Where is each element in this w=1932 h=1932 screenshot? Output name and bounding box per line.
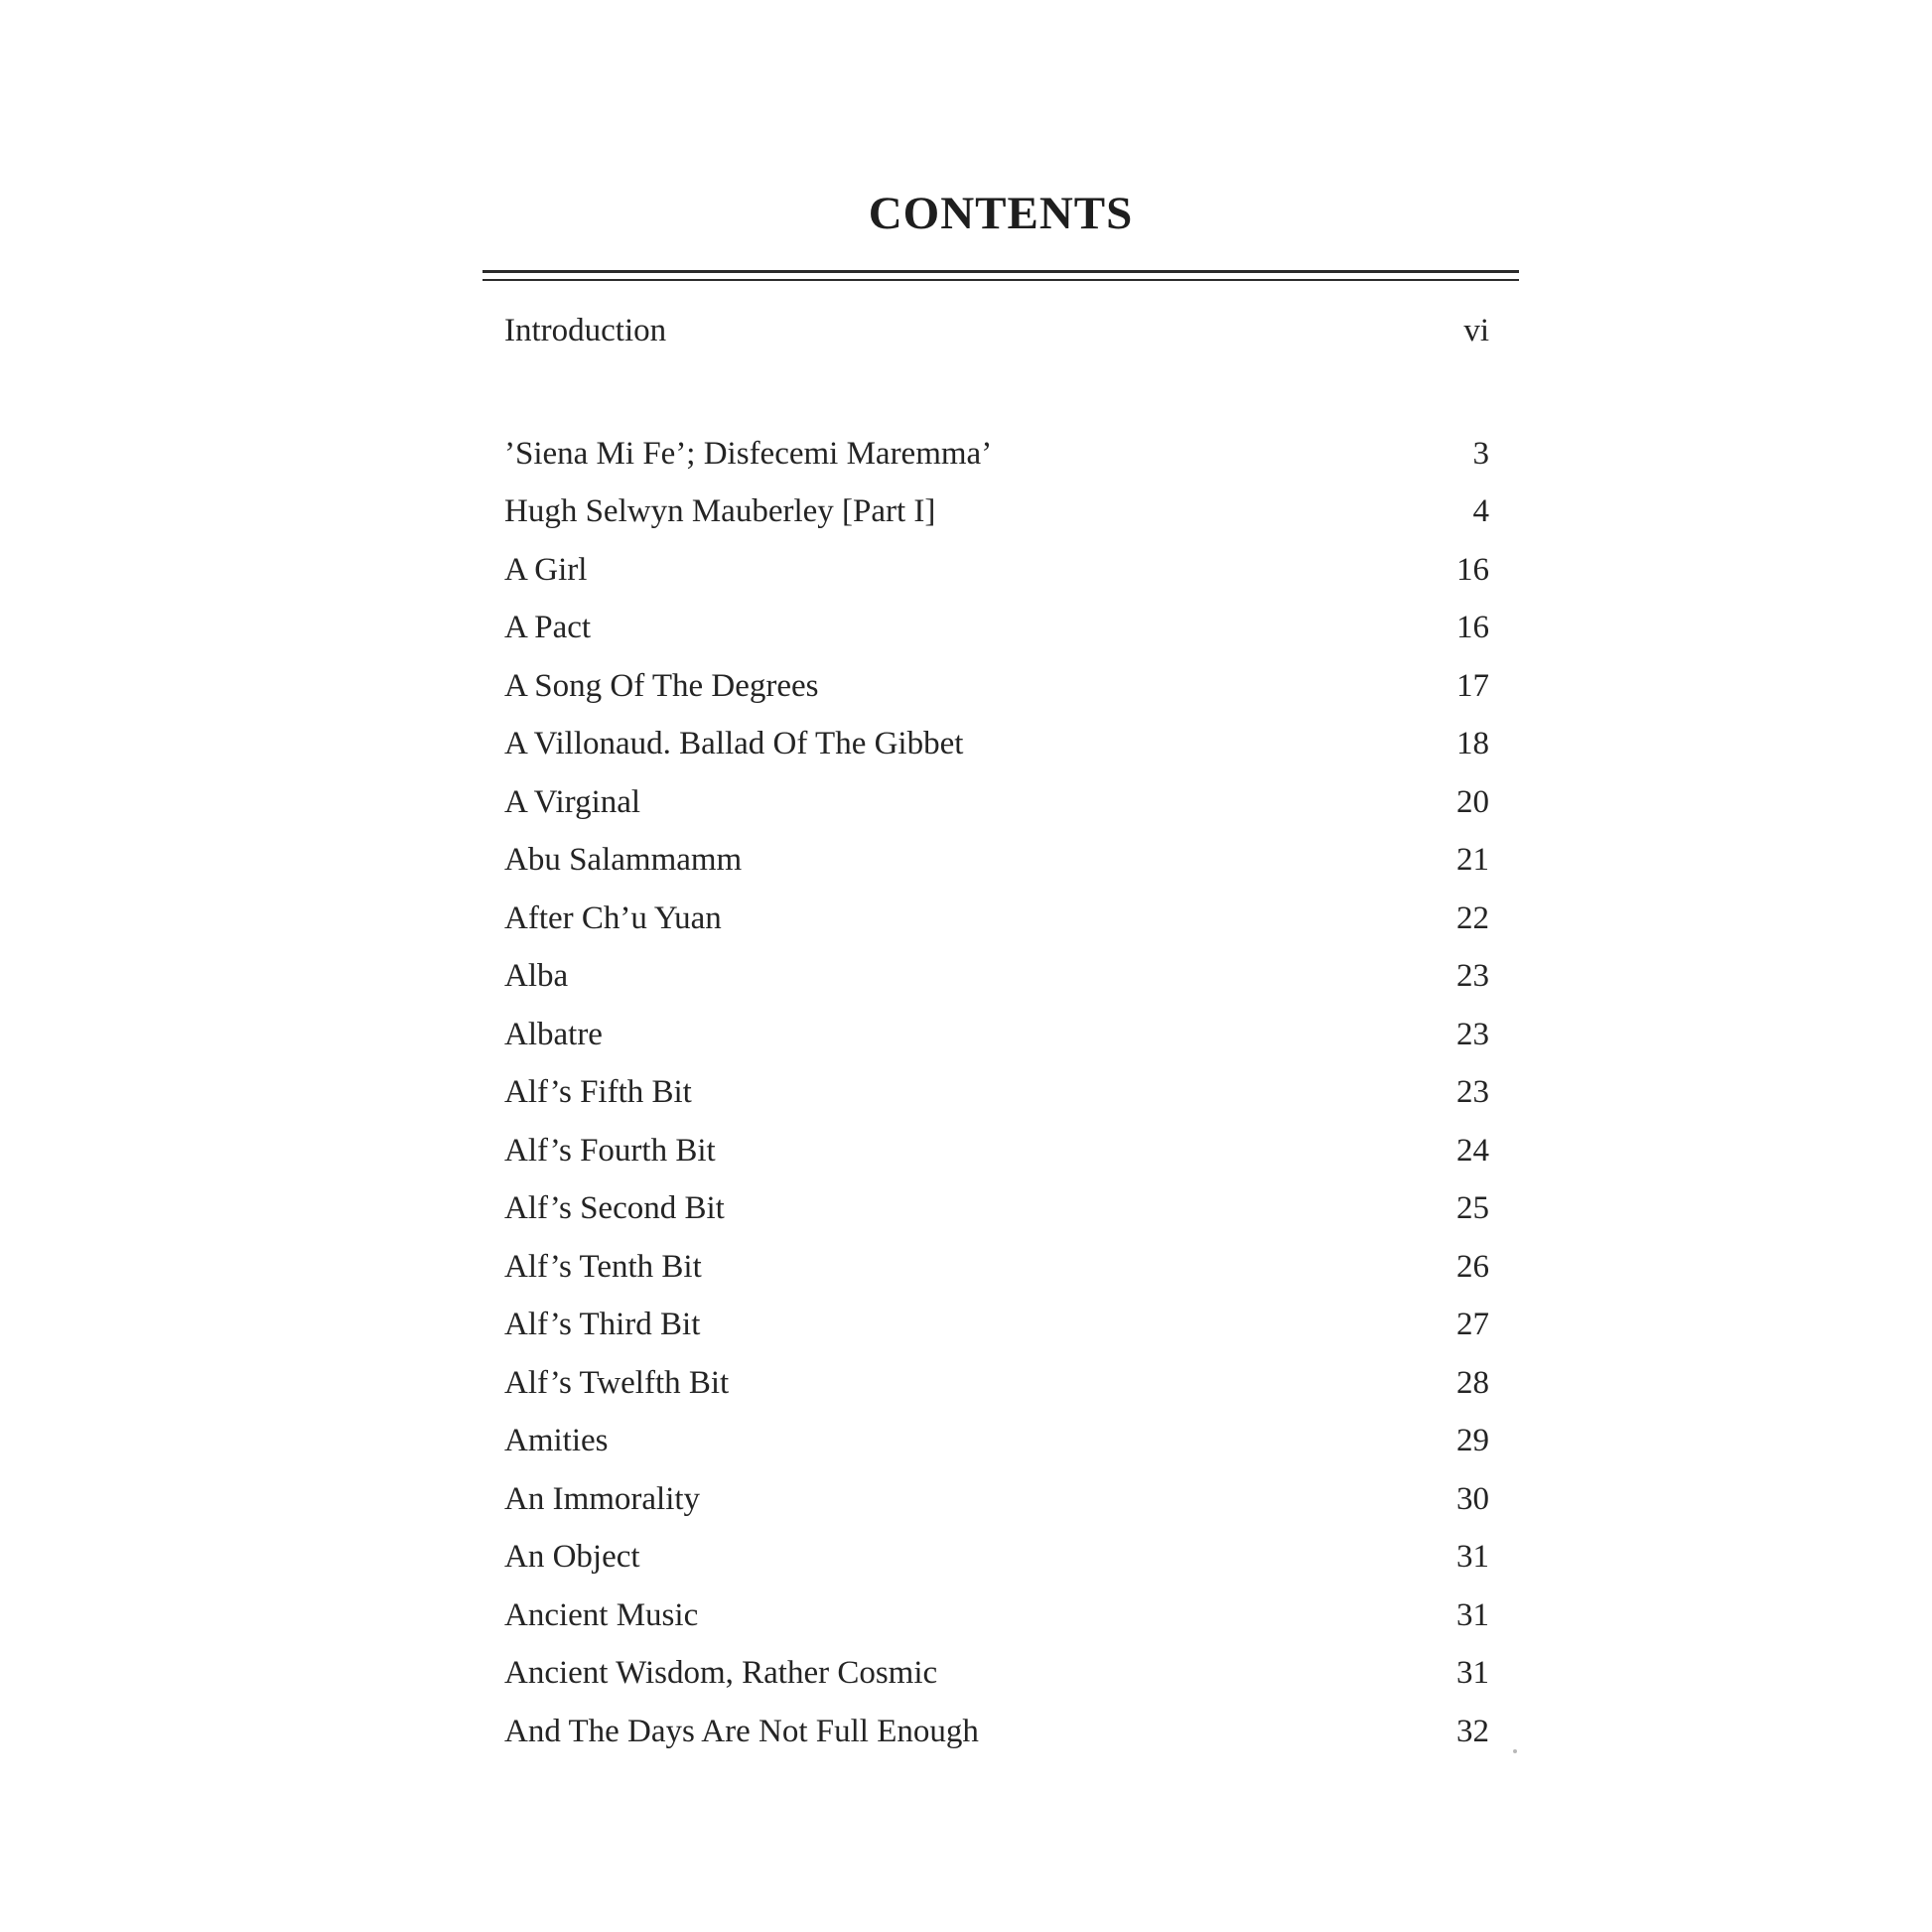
toc-entry-title: Alf’s Second Bit bbox=[504, 1190, 725, 1226]
toc-entry-title: Hugh Selwyn Mauberley [Part I] bbox=[504, 493, 936, 529]
toc-entry-page: 23 bbox=[1456, 1016, 1489, 1052]
toc-row bbox=[483, 425, 1519, 483]
toc-row bbox=[483, 483, 1519, 541]
toc-entry-page: 23 bbox=[1456, 958, 1489, 994]
toc-entry-page: 30 bbox=[1456, 1480, 1489, 1517]
toc-entry-page: 24 bbox=[1456, 1132, 1489, 1169]
toc-row bbox=[483, 1063, 1519, 1122]
toc-entry-title: Alf’s Fifth Bit bbox=[504, 1074, 692, 1110]
toc-row bbox=[483, 1238, 1519, 1297]
toc-row bbox=[483, 302, 1519, 360]
toc-entry-page: 17 bbox=[1456, 667, 1489, 704]
toc-entry-title: Alf’s Third Bit bbox=[504, 1307, 701, 1342]
toc-entry-title: Abu Salammamm bbox=[504, 842, 743, 878]
toc-entry-title: Alf’s Twelfth Bit bbox=[504, 1364, 730, 1401]
toc-row bbox=[483, 1470, 1519, 1529]
toc-row bbox=[483, 657, 1519, 716]
toc-entry-title: Alf’s Fourth Bit bbox=[504, 1132, 716, 1169]
toc-row bbox=[483, 541, 1519, 600]
toc-row bbox=[483, 1528, 1519, 1587]
toc-row bbox=[483, 1354, 1519, 1413]
toc-entry-page: 22 bbox=[1456, 899, 1489, 936]
toc-entry-title: Ancient Music bbox=[504, 1596, 699, 1633]
page-title: CONTENTS bbox=[868, 188, 1134, 239]
toc-row bbox=[483, 890, 1519, 948]
toc-entry-title: An Object bbox=[504, 1539, 640, 1575]
toc-entry-page: 4 bbox=[1472, 493, 1489, 529]
toc-row bbox=[483, 1703, 1519, 1761]
toc-entry-title: Ancient Wisdom, Rather Cosmic bbox=[504, 1655, 938, 1691]
toc-entry-title: Albatre bbox=[504, 1016, 603, 1052]
toc-entry-title: A Pact bbox=[504, 610, 592, 645]
toc-entry-title: A Girl bbox=[504, 551, 588, 588]
toc-entry-title: After Ch’u Yuan bbox=[504, 899, 722, 936]
toc-row bbox=[483, 1006, 1519, 1064]
toc-entry-page: 31 bbox=[1456, 1596, 1489, 1633]
toc-section-front-matter bbox=[483, 302, 1519, 360]
title-divider-rule bbox=[483, 270, 1519, 281]
toc-entry-title: A Song Of The Degrees bbox=[504, 667, 819, 704]
toc-entry-page: 31 bbox=[1456, 1539, 1489, 1575]
toc-entry-page: 20 bbox=[1456, 783, 1489, 820]
toc-row bbox=[483, 1122, 1519, 1180]
toc-row bbox=[483, 1179, 1519, 1238]
toc-entry-page: 23 bbox=[1456, 1074, 1489, 1110]
toc-entry-page: 28 bbox=[1456, 1364, 1489, 1401]
toc-entry-page: 16 bbox=[1456, 551, 1489, 588]
toc-entry-title: A Villonaud. Ballad Of The Gibbet bbox=[504, 726, 964, 761]
toc-entry-title: ’Siena Mi Fe’; Disfecemi Maremma’ bbox=[504, 435, 993, 472]
toc-entry-page: 16 bbox=[1456, 610, 1489, 645]
toc-entry-page: 27 bbox=[1456, 1307, 1489, 1342]
toc-row bbox=[483, 947, 1519, 1006]
toc-entry-title: And The Days Are Not Full Enough bbox=[504, 1713, 979, 1749]
toc-entry-title: An Immorality bbox=[504, 1480, 701, 1517]
toc-entry-page: 25 bbox=[1456, 1190, 1489, 1226]
toc-list bbox=[483, 302, 1519, 1760]
toc-entry-title: Introduction bbox=[504, 313, 667, 348]
contents-page bbox=[483, 187, 1519, 1760]
toc-entry-title: Alf’s Tenth Bit bbox=[504, 1248, 702, 1285]
toc-entry-title: A Virginal bbox=[504, 783, 641, 820]
toc-entry-title: Alba bbox=[504, 958, 569, 994]
toc-entry-page: 29 bbox=[1456, 1423, 1489, 1458]
toc-entry-page: 18 bbox=[1456, 726, 1489, 761]
toc-entry-page: vi bbox=[1463, 313, 1489, 348]
toc-entry-page: 26 bbox=[1456, 1248, 1489, 1285]
toc-row bbox=[483, 1412, 1519, 1470]
toc-section-poems bbox=[483, 425, 1519, 1761]
toc-row bbox=[483, 773, 1519, 832]
toc-row bbox=[483, 831, 1519, 890]
print-speck bbox=[1513, 1749, 1517, 1753]
toc-row bbox=[483, 1587, 1519, 1645]
toc-row bbox=[483, 599, 1519, 657]
toc-row bbox=[483, 1296, 1519, 1354]
toc-entry-page: 21 bbox=[1456, 842, 1489, 878]
toc-entry-page: 3 bbox=[1472, 435, 1489, 472]
toc-entry-title: Amities bbox=[504, 1423, 609, 1458]
toc-entry-page: 31 bbox=[1456, 1655, 1489, 1691]
toc-row bbox=[483, 1644, 1519, 1703]
toc-entry-page: 32 bbox=[1456, 1713, 1489, 1749]
toc-row bbox=[483, 715, 1519, 773]
